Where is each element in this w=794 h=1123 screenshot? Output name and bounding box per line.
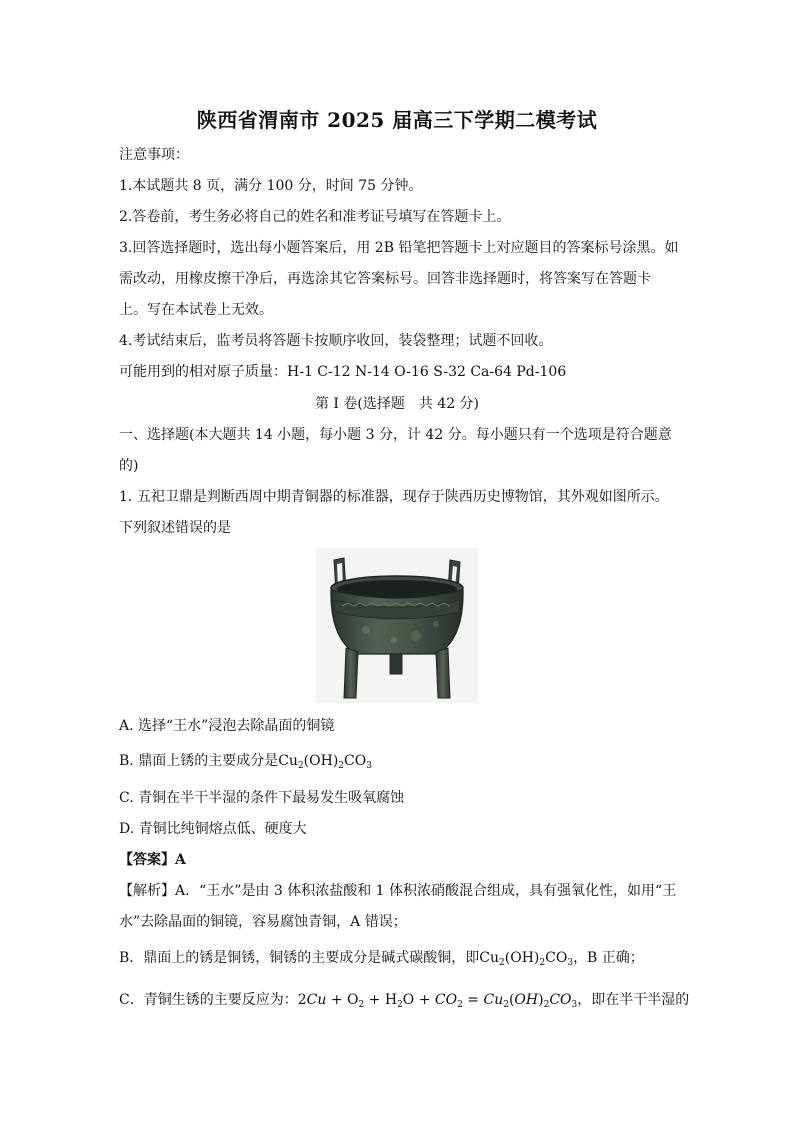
analysis-line-3: [119, 948, 679, 968]
answer-label: 【答案】A: [119, 852, 186, 868]
analysis-line-1: 【解析】A．“王水”是由 3 体积浓盐酸和 1 体积浓硝酸混合组成，具有强氧化性，如用“王: [119, 883, 677, 899]
notice-heading: 注意事项：: [119, 147, 189, 163]
analysis-line-4-text: C．青铜生锈的主要反应为：: [119, 992, 298, 1008]
analysis-line-4-end: ，即在半干半湿的: [577, 992, 690, 1008]
notice-item-3-cont: 需改动，用橡皮擦干净后，再选涂其它答案标号。回答非选择题时，将答案写在答题卡: [119, 271, 651, 287]
bronze-ding-icon: [316, 548, 478, 703]
notice-item-2: 2.答卷前，考生务必将自己的姓名和准考证号填写在答题卡上。: [119, 209, 511, 225]
question-1-stem-cont: 下列叙述错误的是: [119, 520, 231, 536]
notice-item-4: 4.考试结束后，监考员将答题卡按顺序收回，装袋整理；试题不回收。: [119, 333, 553, 349]
bronze-ding-image: [316, 548, 478, 703]
analysis-line-3-formula: $Cu_2(OH)_2CO_3$: [479, 950, 574, 968]
option-b: [119, 751, 679, 771]
option-a: A. 选择“王水”浸泡去除晶面的铜镜: [119, 718, 335, 734]
option-c: C. 青铜在半干半湿的条件下最易发生吸氧腐蚀: [119, 790, 405, 806]
option-d: D. 青铜比纯铜熔点低、硬度大: [119, 821, 307, 837]
option-b-formula: $Cu_2(OH)_2CO_3$: [278, 753, 372, 771]
section-title: 第 I 卷(选择题 共 42 分): [314, 396, 480, 412]
option-b-text: B. 鼎面上锈的主要成分是: [119, 753, 279, 769]
atomic-masses: 可能用到的相对原子质量：H-1 C-12 N-14 O-16 S-32 Ca-64 Pd-106: [119, 364, 567, 380]
analysis-line-2: 水”去除晶面的铜镜，容易腐蚀青铜，A 错误；: [119, 914, 407, 930]
analysis-line-4-equation: $2Cu + O_2 + H_2O + CO_2 = Cu_2(OH)_2CO_3$: [297, 992, 578, 1010]
analysis-line-3-end: ，B 正确；: [573, 950, 644, 966]
notice-item-3: 3.回答选择题时，选出每小题答案后，用 2B 铅笔把答题卡上对应题目的答案标号涂黑。如: [119, 240, 679, 256]
question-1-stem: 1. 五祀卫鼎是判断西周中期青铜器的标准器，现存于陕西历史博物馆，其外观如图所示。: [119, 489, 669, 505]
notice-item-3-end: 上。写在本试卷上无效。: [119, 302, 273, 318]
part-one-heading-cont: 的): [119, 458, 139, 474]
analysis-line-4: [119, 990, 690, 1010]
exam-title: 陕西省渭南市 2025 届高三下学期二模考试: [196, 108, 598, 132]
notice-item-1: 1.本试题共 8 页，满分 100 分，时间 75 分钟。: [119, 178, 423, 194]
analysis-line-3-text: B．鼎面上的锈是铜锈，铜锈的主要成分是碱式碳酸铜，即: [119, 950, 480, 966]
part-one-heading: 一、选择题(本大题共 14 小题，每小题 3 分，计 42 分。每小题只有一个选项是符合题意: [119, 427, 672, 443]
